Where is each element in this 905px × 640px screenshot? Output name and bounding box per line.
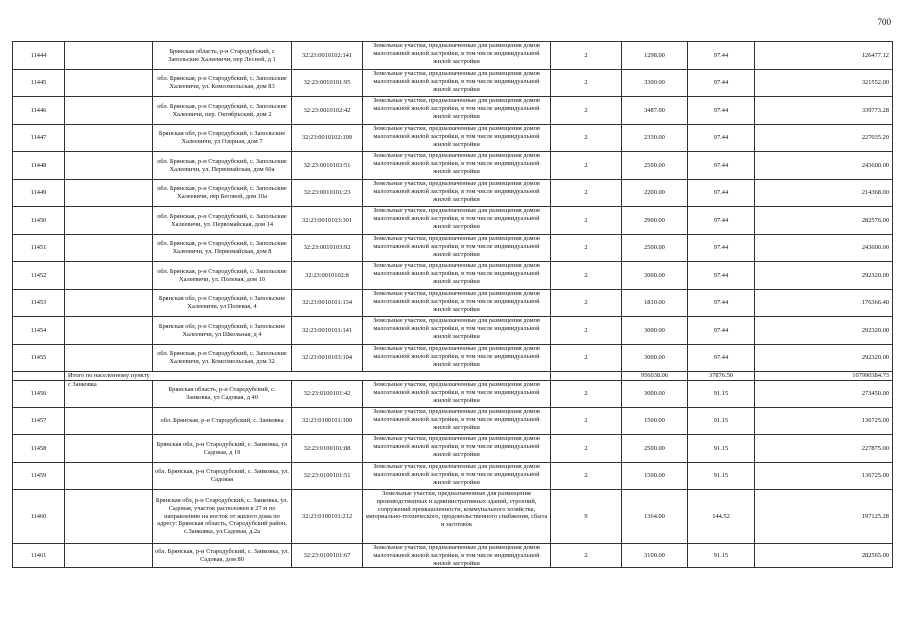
subtotal-row (13, 372, 893, 381)
subtotal-area: 956038.06 (622, 372, 688, 381)
row-id-cell: 11451 (13, 235, 65, 262)
row-id-cell: 11455 (13, 345, 65, 372)
row-id-cell: 11444 (13, 42, 65, 70)
cadastral-value-cell: 227875.00 (755, 435, 893, 463)
rate-cell: 91.15 (688, 435, 755, 463)
use-code-cell: 2 (551, 42, 622, 70)
rate-cell: 97.44 (688, 97, 755, 125)
table-row (13, 381, 893, 408)
area-cell: 3000.00 (622, 345, 688, 372)
land-use-cell: Земельные участки, предназначенные для размещения производственных и административных зданий, строений, сооружений промышленности, коммунального хозяйства, материально-технического, продовольственного снабжения, сбыта и заготовок (363, 490, 551, 544)
row-id-cell: 11459 (13, 463, 65, 490)
locality-cell (65, 235, 153, 262)
land-use-cell: Земельные участки, предназначенные для размещения домов малоэтажной жилой застройки, в том числе индивидуальной жилой застройки (363, 152, 551, 180)
cadastre-number-cell: 32:23:0100101:100 (292, 408, 363, 435)
locality-cell (65, 290, 153, 317)
address-cell: обл. Брянская, р-н Стародубский, с. Запольские Халеевичи, ул. Комсомольская, дом 83 (153, 70, 292, 97)
table-row (13, 42, 893, 70)
locality-cell (65, 463, 153, 490)
land-use-cell: Земельные участки, предназначенные для размещения домов малоэтажной жилой застройки, в том числе индивидуальной жилой застройки (363, 463, 551, 490)
table-row (13, 544, 893, 568)
address-cell: Брянская обл, р-н Стародубский, с Запольские Халеевичи, ул Полевая, 4 (153, 290, 292, 317)
area-cell: 3100.00 (622, 544, 688, 568)
locality-cell (65, 490, 153, 544)
rate-cell: 97.44 (688, 42, 755, 70)
use-code-cell: 2 (551, 345, 622, 372)
cadastre-number-cell: 32:23:0100101:212 (292, 490, 363, 544)
use-code-cell: 2 (551, 408, 622, 435)
use-code-cell: 2 (551, 544, 622, 568)
area-cell: 1364.00 (622, 490, 688, 544)
area-cell: 1810.00 (622, 290, 688, 317)
use-code-cell: 2 (551, 70, 622, 97)
address-cell: Брянская обл, р-н Стародубский, с. Занковка, ул. Садовая, участок расположен в 27 м по направлению на восток от жилого дома по адресу: Брянская область, Стародубский район, с.Занковка, ул.Садовая, д.2а (153, 490, 292, 544)
row-id-cell: 11452 (13, 262, 65, 290)
subtotal-value: 107990384.73 (755, 372, 893, 381)
cadastral-value-table (12, 41, 893, 568)
row-id-cell: 11445 (13, 70, 65, 97)
rate-cell: 97.44 (688, 180, 755, 207)
table-row (13, 97, 893, 125)
table-row (13, 207, 893, 235)
table-row (13, 262, 893, 290)
area-cell: 2500.00 (622, 152, 688, 180)
cadastral-value-cell: 292320.00 (755, 317, 893, 345)
cadastral-value-cell: 321552.00 (755, 70, 893, 97)
address-cell: обл. Брянская, р-н Стародубский, с. Запольские Халеевичи, пер. Октябрьский, дом 2 (153, 97, 292, 125)
cadastre-number-cell: 32:23:0100101:88 (292, 435, 363, 463)
address-cell: обл. Брянская, р-н Стародубский, с. Занковка (153, 408, 292, 435)
use-code-cell: 2 (551, 152, 622, 180)
rate-cell: 144.52 (688, 490, 755, 544)
land-use-cell: Земельные участки, предназначенные для размещения домов малоэтажной жилой застройки, в том числе индивидуальной жилой застройки (363, 381, 551, 408)
locality-cell (65, 180, 153, 207)
rate-cell: 97.44 (688, 235, 755, 262)
locality-cell (65, 317, 153, 345)
land-use-cell: Земельные участки, предназначенные для размещения домов малоэтажной жилой застройки, в том числе индивидуальной жилой застройки (363, 125, 551, 152)
use-code-cell: 9 (551, 490, 622, 544)
area-cell: 2900.00 (622, 207, 688, 235)
rate-cell: 97.44 (688, 345, 755, 372)
cadastre-number-cell: 32:23:0100101:51 (292, 463, 363, 490)
rate-cell: 97.44 (688, 152, 755, 180)
cadastral-value-cell: 227035.20 (755, 125, 893, 152)
address-cell: Брянская обл, р-н Стародубский, с Запольские Халеевичи, ул Школьная, д 4 (153, 317, 292, 345)
row-id-cell: 11447 (13, 125, 65, 152)
row-id-cell: 11454 (13, 317, 65, 345)
address-cell: обл. Брянская, р-н Стародубский, с. Запольские Халеевичи, ул. Первомайская, дом 8 (153, 235, 292, 262)
address-cell: обл. Брянская, р-н Стародубский, с. Занковка, ул. Садовая, дом 80 (153, 544, 292, 568)
page-number: 700 (877, 17, 891, 27)
table-row (13, 290, 893, 317)
land-use-cell: Земельные участки, предназначенные для размещения домов малоэтажной жилой застройки, в том числе индивидуальной жилой застройки (363, 435, 551, 463)
cadastral-value-cell: 126477.12 (755, 42, 893, 70)
cadastral-value-cell: 282576.00 (755, 207, 893, 235)
cadastral-value-cell: 136725.00 (755, 463, 893, 490)
address-cell: Брянская обл, р-н Стародубский, с Запольские Халеевичи, ул Озерная, дом 7 (153, 125, 292, 152)
land-use-cell: Земельные участки, предназначенные для размещения домов малоэтажной жилой застройки, в том числе индивидуальной жилой застройки (363, 180, 551, 207)
cadastre-number-cell: 32:23:0010102:109 (292, 125, 363, 152)
row-id-cell: 11449 (13, 180, 65, 207)
cadastral-value-cell: 273450.00 (755, 381, 893, 408)
land-use-cell: Земельные участки, предназначенные для размещения домов малоэтажной жилой застройки, в том числе индивидуальной жилой застройки (363, 235, 551, 262)
rate-cell: 97.44 (688, 262, 755, 290)
cadastre-number-cell: 32:23:0010101:95 (292, 70, 363, 97)
subtotal-section (13, 372, 893, 381)
table-row (13, 152, 893, 180)
table-row (13, 490, 893, 544)
cadastre-number-cell: 32:23:0010103:104 (292, 345, 363, 372)
row-id-cell: 11448 (13, 152, 65, 180)
land-use-cell: Земельные участки, предназначенные для размещения домов малоэтажной жилой застройки, в том числе индивидуальной жилой застройки (363, 544, 551, 568)
area-cell: 3000.00 (622, 381, 688, 408)
cadastre-number-cell: 32:23:0010103:301 (292, 207, 363, 235)
cadastral-value-cell: 197125.28 (755, 490, 893, 544)
cadastre-number-cell: 32:23:0010101:23 (292, 180, 363, 207)
area-cell: 1298.00 (622, 42, 688, 70)
row-id-cell: 11450 (13, 207, 65, 235)
table-body-top (13, 42, 893, 372)
cadastre-number-cell: 32:23:0010101:141 (292, 317, 363, 345)
cadastral-value-cell: 214368.00 (755, 180, 893, 207)
use-code-cell: 2 (551, 235, 622, 262)
use-code-cell: 2 (551, 317, 622, 345)
cadastre-number-cell: 32:23:0010103:51 (292, 152, 363, 180)
use-code-cell: 2 (551, 381, 622, 408)
cadastral-value-cell: 176366.40 (755, 290, 893, 317)
land-use-cell: Земельные участки, предназначенные для размещения домов малоэтажной жилой застройки, в том числе индивидуальной жилой застройки (363, 290, 551, 317)
locality-cell (65, 42, 153, 70)
area-cell: 3487.00 (622, 97, 688, 125)
area-cell: 2200.00 (622, 180, 688, 207)
rate-cell: 97.44 (688, 290, 755, 317)
rate-cell: 91.15 (688, 544, 755, 568)
cadastre-number-cell: 32:23:0100101:42 (292, 381, 363, 408)
table-row (13, 345, 893, 372)
address-cell: обл. Брянская, р-н Стародубский, с. Запольские Халеевичи, ул. Комсомольская, дом 32 (153, 345, 292, 372)
cadastral-value-cell: 292320.00 (755, 262, 893, 290)
cadastre-number-cell: 32:23:0010103:92 (292, 235, 363, 262)
locality-cell (65, 408, 153, 435)
table-row (13, 70, 893, 97)
address-cell: обл. Брянская, р-н Стародубский, с. Запольские Халеевичи, ул. Первомайская, дом 60а (153, 152, 292, 180)
locality-cell (65, 125, 153, 152)
use-code-cell: 2 (551, 463, 622, 490)
row-id-cell: 11456 (13, 381, 65, 408)
use-code-cell: 2 (551, 97, 622, 125)
locality-label: с Занковка (65, 381, 153, 408)
row-id-cell: 11457 (13, 408, 65, 435)
land-use-cell: Земельные участки, предназначенные для размещения домов малоэтажной жилой застройки, в том числе индивидуальной жилой застройки (363, 97, 551, 125)
land-use-cell: Земельные участки, предназначенные для размещения домов малоэтажной жилой застройки, в том числе индивидуальной жилой застройки (363, 207, 551, 235)
address-cell: Брянская область, р-н Стародубский, с. Занковка, ул Садовая, д 40 (153, 381, 292, 408)
use-code-cell: 2 (551, 180, 622, 207)
address-cell: Брянская обл, р-н Стародубский, с. Занковка, ул Садовая, д 19 (153, 435, 292, 463)
address-cell: обл. Брянская, р-н Стародубский, с. Занковка, ул. Садовая (153, 463, 292, 490)
cadastral-value-cell: 243600.00 (755, 235, 893, 262)
table-row (13, 235, 893, 262)
use-code-cell: 2 (551, 125, 622, 152)
land-use-cell: Земельные участки, предназначенные для размещения домов малоэтажной жилой застройки, в том числе индивидуальной жилой застройки (363, 345, 551, 372)
cadastre-number-cell: 32:23:0100101:67 (292, 544, 363, 568)
rate-cell: 97.44 (688, 317, 755, 345)
address-cell: обл. Брянская, р-н Стародубский, с. Запольские Халеевичи, пер Беговой, дом 10а (153, 180, 292, 207)
subtotal-blank-cell (551, 372, 622, 381)
use-code-cell: 2 (551, 435, 622, 463)
area-cell: 2500.00 (622, 435, 688, 463)
rate-cell: 91.15 (688, 381, 755, 408)
subtotal-blank-cell (13, 372, 65, 381)
address-cell: обл. Брянская, р-н Стародубский, с. Запольские Халеевичи, ул. Полевая, дом 10 (153, 262, 292, 290)
table-row (13, 125, 893, 152)
cadastre-number-cell: 32:23:0010102:141 (292, 42, 363, 70)
area-cell: 3000.00 (622, 262, 688, 290)
locality-cell (65, 345, 153, 372)
locality-cell (65, 435, 153, 463)
table-row (13, 317, 893, 345)
cadastral-value-cell: 136725.00 (755, 408, 893, 435)
area-cell: 3300.00 (622, 70, 688, 97)
cadastre-number-cell: 32:23:0010102:8 (292, 262, 363, 290)
land-use-cell: Земельные участки, предназначенные для размещения домов малоэтажной жилой застройки, в том числе индивидуальной жилой застройки (363, 70, 551, 97)
locality-cell (65, 262, 153, 290)
land-use-cell: Земельные участки, предназначенные для размещения домов малоэтажной жилой застройки, в том числе индивидуальной жилой застройки (363, 42, 551, 70)
use-code-cell: 2 (551, 207, 622, 235)
table-row (13, 463, 893, 490)
rate-cell: 97.44 (688, 70, 755, 97)
subtotal-rate: 37876.50 (688, 372, 755, 381)
address-cell: Брянская область, р-н Стародубский, с Запольские Халеевичи, пер Лесной, д 1 (153, 42, 292, 70)
table-body-bottom (13, 381, 893, 568)
locality-cell (65, 544, 153, 568)
land-use-cell: Земельные участки, предназначенные для размещения домов малоэтажной жилой застройки, в том числе индивидуальной жилой застройки (363, 317, 551, 345)
rate-cell: 91.15 (688, 408, 755, 435)
row-id-cell: 11453 (13, 290, 65, 317)
rate-cell: 91.15 (688, 463, 755, 490)
row-id-cell: 11461 (13, 544, 65, 568)
row-id-cell: 11458 (13, 435, 65, 463)
locality-cell (65, 97, 153, 125)
row-id-cell: 11446 (13, 97, 65, 125)
address-cell: обл. Брянская, р-н Стародубский, с. Запольские Халеевичи, ул. Первомайская, дом 14 (153, 207, 292, 235)
use-code-cell: 2 (551, 290, 622, 317)
cadastral-value-cell: 243600.00 (755, 152, 893, 180)
area-cell: 2500.00 (622, 235, 688, 262)
area-cell: 1500.00 (622, 408, 688, 435)
row-id-cell: 11460 (13, 490, 65, 544)
rate-cell: 97.44 (688, 207, 755, 235)
table-row (13, 408, 893, 435)
area-cell: 3000.00 (622, 317, 688, 345)
rate-cell: 97.44 (688, 125, 755, 152)
use-code-cell: 2 (551, 262, 622, 290)
cadastre-number-cell: 32:23:0010101:134 (292, 290, 363, 317)
cadastre-number-cell: 32:23:0010102:42 (292, 97, 363, 125)
locality-cell (65, 207, 153, 235)
locality-cell (65, 70, 153, 97)
locality-cell (65, 152, 153, 180)
cadastral-value-cell: 282565.00 (755, 544, 893, 568)
table-row (13, 180, 893, 207)
area-cell: 1500.00 (622, 463, 688, 490)
table-row (13, 435, 893, 463)
land-use-cell: Земельные участки, предназначенные для размещения домов малоэтажной жилой застройки, в том числе индивидуальной жилой застройки (363, 262, 551, 290)
land-use-cell: Земельные участки, предназначенные для размещения домов малоэтажной жилой застройки, в том числе индивидуальной жилой застройки (363, 408, 551, 435)
area-cell: 2330.00 (622, 125, 688, 152)
cadastral-value-cell: 292320.00 (755, 345, 893, 372)
subtotal-label: Итого по населенному пункту (65, 372, 551, 381)
cadastral-value-cell: 339773.28 (755, 97, 893, 125)
